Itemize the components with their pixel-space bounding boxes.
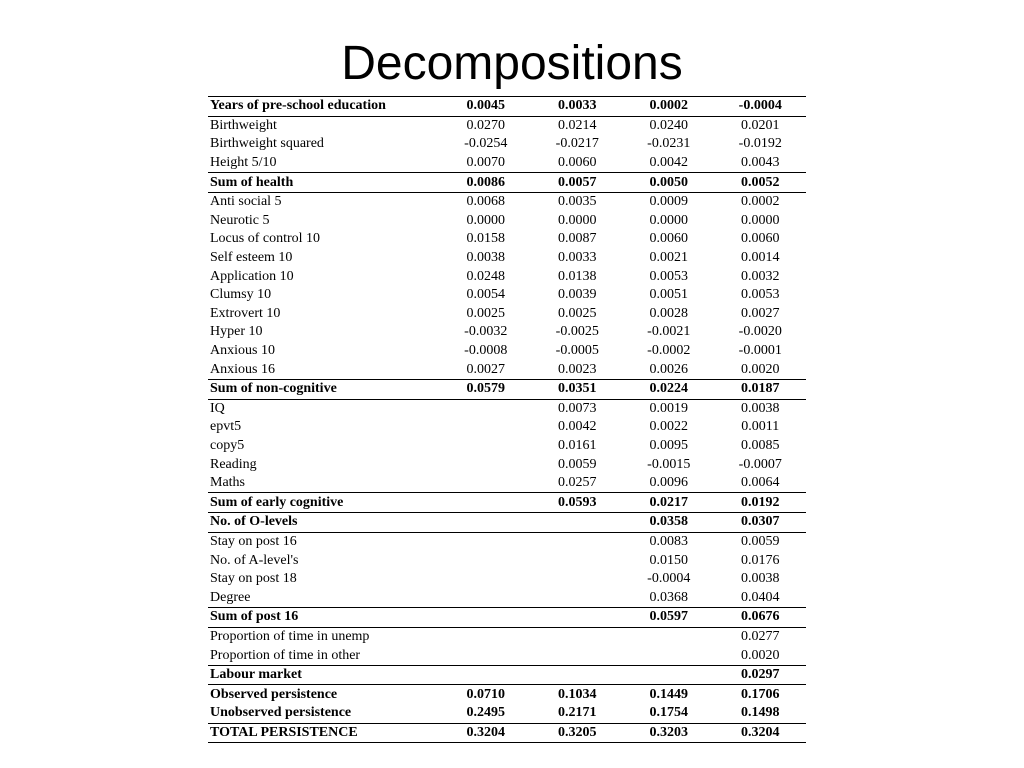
value-cell xyxy=(532,665,624,685)
value-cell xyxy=(440,399,532,418)
value-cell: 0.0161 xyxy=(558,437,597,453)
value-cell: 0.0000 xyxy=(558,212,597,228)
table-row xyxy=(208,418,806,437)
value-cell: 0.0043 xyxy=(741,155,780,171)
row-label: Sum of non-cognitive xyxy=(208,379,440,399)
value-cell: -0.0217 xyxy=(555,136,599,152)
value-cell: 0.0025 xyxy=(466,305,505,321)
value-cell: 0.0060 xyxy=(649,231,688,247)
value-cell: 0.2171 xyxy=(558,705,597,721)
value-cell: 0.0676 xyxy=(715,608,807,628)
value-cell: 0.3204 xyxy=(715,723,807,743)
value-cell xyxy=(623,665,715,685)
value-cell xyxy=(440,646,532,665)
value-cell: 0.0019 xyxy=(623,399,715,418)
row-label: Stay on post 18 xyxy=(210,571,297,587)
value-cell: 0.1754 xyxy=(649,705,688,721)
table-row xyxy=(208,342,806,361)
value-cell: 0.2495 xyxy=(466,705,505,721)
value-cell: -0.0002 xyxy=(647,343,691,359)
value-cell xyxy=(440,532,532,551)
value-cell: 0.0138 xyxy=(558,268,597,284)
value-cell: 0.0053 xyxy=(741,287,780,303)
decomposition-table xyxy=(208,96,806,743)
value-cell: 0.0035 xyxy=(532,192,624,211)
table-row xyxy=(208,455,806,474)
value-cell: 0.0045 xyxy=(440,97,532,117)
value-cell: 0.0150 xyxy=(649,552,688,568)
value-cell: -0.0005 xyxy=(555,343,599,359)
table-row xyxy=(208,704,806,723)
value-cell: 0.0187 xyxy=(715,379,807,399)
value-cell: -0.0192 xyxy=(738,136,782,152)
value-cell: 0.0095 xyxy=(649,437,688,453)
value-cell: 0.0073 xyxy=(532,399,624,418)
value-cell xyxy=(440,665,532,685)
value-cell: 0.3204 xyxy=(440,723,532,743)
value-cell: 0.0270 xyxy=(440,116,532,135)
row-label: Application 10 xyxy=(210,268,294,284)
value-cell xyxy=(440,437,532,456)
value-cell: 0.0351 xyxy=(532,379,624,399)
table-row xyxy=(208,551,806,570)
value-cell: 0.0032 xyxy=(741,268,780,284)
value-cell: 0.0070 xyxy=(466,155,505,171)
value-cell: 0.0248 xyxy=(466,268,505,284)
row-label: Extrovert 10 xyxy=(210,305,281,321)
row-label: Observed persistence xyxy=(208,685,440,704)
value-cell: -0.0004 xyxy=(715,97,807,117)
table-row xyxy=(208,588,806,607)
value-cell: 0.1034 xyxy=(532,685,624,704)
value-cell: 0.0060 xyxy=(558,155,597,171)
row-label: Years of pre-school education xyxy=(208,97,440,117)
value-cell: 0.0052 xyxy=(715,173,807,193)
value-cell: 0.0027 xyxy=(741,305,780,321)
value-cell xyxy=(532,532,624,551)
value-cell: 0.0277 xyxy=(715,627,807,646)
row-label: Height 5/10 xyxy=(210,155,277,171)
value-cell xyxy=(532,608,624,628)
value-cell: 0.0086 xyxy=(440,173,532,193)
value-cell: 0.0002 xyxy=(715,192,807,211)
value-cell xyxy=(532,551,624,570)
table-row xyxy=(208,399,806,418)
row-label: Anxious 16 xyxy=(210,361,275,377)
row-label: Anxious 10 xyxy=(210,343,275,359)
value-cell: 0.0710 xyxy=(440,685,532,704)
value-cell: 0.0020 xyxy=(741,647,780,663)
value-cell: 0.0060 xyxy=(741,231,780,247)
table-row xyxy=(208,116,806,135)
row-label: epvt5 xyxy=(210,419,242,435)
row-label: IQ xyxy=(208,399,440,418)
value-cell xyxy=(440,608,532,628)
row-label: Degree xyxy=(210,589,251,605)
value-cell xyxy=(440,455,532,474)
value-cell xyxy=(623,646,715,665)
value-cell xyxy=(440,513,532,533)
value-cell xyxy=(440,588,532,607)
value-cell: 0.0597 xyxy=(623,608,715,628)
value-cell: 0.0009 xyxy=(623,192,715,211)
value-cell: 0.1706 xyxy=(715,685,807,704)
value-cell: 0.0217 xyxy=(623,493,715,513)
value-cell: 0.0068 xyxy=(440,192,532,211)
row-label: Neurotic 5 xyxy=(210,212,270,228)
value-cell: 0.0000 xyxy=(466,212,505,228)
table-row xyxy=(208,608,806,628)
value-cell: 0.0201 xyxy=(715,116,807,135)
value-cell: 0.1449 xyxy=(623,685,715,704)
row-label: Proportion of time in unemp xyxy=(208,627,440,646)
value-cell: 0.0593 xyxy=(532,493,624,513)
table-row xyxy=(208,723,806,743)
table-row xyxy=(208,97,806,117)
table-row xyxy=(208,493,806,513)
row-label: No. of A-level's xyxy=(210,552,299,568)
table-row xyxy=(208,249,806,268)
row-label: Anti social 5 xyxy=(208,192,440,211)
value-cell xyxy=(532,646,624,665)
value-cell: 0.0014 xyxy=(741,250,780,266)
value-cell: 0.0297 xyxy=(715,665,807,685)
value-cell xyxy=(440,551,532,570)
row-label: Birthweight xyxy=(208,116,440,135)
value-cell xyxy=(440,627,532,646)
row-label: Birthweight squared xyxy=(210,136,324,152)
value-cell: 0.0026 xyxy=(649,361,688,377)
slide-title: Decompositions xyxy=(341,37,683,90)
row-label: Self esteem 10 xyxy=(210,250,293,266)
row-label: copy5 xyxy=(210,437,245,453)
value-cell xyxy=(440,418,532,437)
table-row xyxy=(208,379,806,399)
value-cell: -0.0001 xyxy=(738,343,782,359)
row-label: Labour market xyxy=(208,665,440,685)
value-cell: 0.0038 xyxy=(466,250,505,266)
table-row xyxy=(208,323,806,342)
value-cell: 0.0022 xyxy=(649,419,688,435)
value-cell: -0.0254 xyxy=(464,136,508,152)
value-cell xyxy=(440,570,532,589)
value-cell: 0.0028 xyxy=(649,305,688,321)
value-cell: 0.0021 xyxy=(649,250,688,266)
table-row xyxy=(208,192,806,211)
table-row xyxy=(208,685,806,704)
table-row xyxy=(208,474,806,493)
value-cell: 0.0011 xyxy=(741,419,780,435)
row-label: Stay on post 16 xyxy=(208,532,440,551)
value-cell: -0.0021 xyxy=(647,324,691,340)
row-label: Reading xyxy=(210,456,257,472)
value-cell: 0.3203 xyxy=(623,723,715,743)
row-label: Clumsy 10 xyxy=(210,287,272,303)
value-cell: 0.0368 xyxy=(649,589,688,605)
value-cell: -0.0231 xyxy=(647,136,691,152)
value-cell: 0.0042 xyxy=(558,419,597,435)
table-row xyxy=(208,646,806,665)
value-cell: 0.0224 xyxy=(623,379,715,399)
value-cell xyxy=(440,474,532,493)
row-label: Unobserved persistence xyxy=(210,705,352,721)
value-cell: 0.0025 xyxy=(558,305,597,321)
value-cell: 0.0027 xyxy=(466,361,505,377)
row-label: Sum of post 16 xyxy=(208,608,440,628)
value-cell: -0.0008 xyxy=(464,343,508,359)
value-cell: 0.0050 xyxy=(623,173,715,193)
value-cell: 0.0033 xyxy=(532,97,624,117)
value-cell: 0.0096 xyxy=(649,475,688,491)
value-cell: 0.0083 xyxy=(623,532,715,551)
value-cell: 0.0000 xyxy=(741,212,780,228)
table-row xyxy=(208,212,806,231)
value-cell: 0.0240 xyxy=(623,116,715,135)
value-cell: 0.0064 xyxy=(741,475,780,491)
table-row xyxy=(208,665,806,685)
row-label: TOTAL PERSISTENCE xyxy=(208,723,440,743)
value-cell: 0.0059 xyxy=(558,456,597,472)
value-cell: 0.0358 xyxy=(623,513,715,533)
table-row xyxy=(208,267,806,286)
table-row xyxy=(208,532,806,551)
value-cell: 0.0214 xyxy=(532,116,624,135)
value-cell: 0.0257 xyxy=(558,475,597,491)
table-row xyxy=(208,513,806,533)
value-cell: -0.0015 xyxy=(647,456,691,472)
value-cell: -0.0004 xyxy=(647,571,691,587)
value-cell: 0.0085 xyxy=(741,437,780,453)
table-row xyxy=(208,154,806,173)
value-cell: 0.0158 xyxy=(466,231,505,247)
value-cell: -0.0020 xyxy=(738,324,782,340)
value-cell xyxy=(532,588,624,607)
table-row xyxy=(208,135,806,154)
value-cell: -0.0025 xyxy=(555,324,599,340)
value-cell: 0.0033 xyxy=(558,250,597,266)
value-cell: 0.0087 xyxy=(558,231,597,247)
table-row xyxy=(208,360,806,379)
value-cell: 0.0192 xyxy=(715,493,807,513)
value-cell: 0.0579 xyxy=(440,379,532,399)
value-cell: 0.0023 xyxy=(558,361,597,377)
table-row xyxy=(208,437,806,456)
value-cell xyxy=(532,513,624,533)
value-cell: 0.0054 xyxy=(466,287,505,303)
value-cell: 0.0057 xyxy=(532,173,624,193)
value-cell xyxy=(623,627,715,646)
value-cell: 0.0039 xyxy=(558,287,597,303)
table-row xyxy=(208,570,806,589)
value-cell: 0.0000 xyxy=(649,212,688,228)
table-row xyxy=(208,305,806,324)
value-cell: 0.0002 xyxy=(623,97,715,117)
row-label: Sum of early cognitive xyxy=(208,493,440,513)
value-cell: 0.3205 xyxy=(532,723,624,743)
value-cell: 0.0051 xyxy=(649,287,688,303)
value-cell: 0.0053 xyxy=(649,268,688,284)
value-cell: -0.0032 xyxy=(464,324,508,340)
table-row xyxy=(208,286,806,305)
value-cell: 0.0020 xyxy=(741,361,780,377)
value-cell: 0.0038 xyxy=(715,399,807,418)
value-cell: 0.0307 xyxy=(715,513,807,533)
value-cell: 0.1498 xyxy=(741,705,780,721)
value-cell: -0.0007 xyxy=(738,456,782,472)
row-label: Proportion of time in other xyxy=(210,647,361,663)
row-label: Sum of health xyxy=(208,173,440,193)
table-row xyxy=(208,230,806,249)
value-cell xyxy=(440,493,532,513)
table-body xyxy=(208,97,806,743)
table-row xyxy=(208,627,806,646)
row-label: Locus of control 10 xyxy=(210,231,321,247)
row-label: No. of O-levels xyxy=(208,513,440,533)
row-label: Hyper 10 xyxy=(210,324,263,340)
value-cell xyxy=(532,570,624,589)
value-cell: 0.0038 xyxy=(741,571,780,587)
value-cell: 0.0042 xyxy=(649,155,688,171)
value-cell: 0.0059 xyxy=(715,532,807,551)
value-cell: 0.0176 xyxy=(741,552,780,568)
row-label: Maths xyxy=(210,475,245,491)
value-cell xyxy=(532,627,624,646)
value-cell: 0.0404 xyxy=(741,589,780,605)
table-row xyxy=(208,173,806,193)
